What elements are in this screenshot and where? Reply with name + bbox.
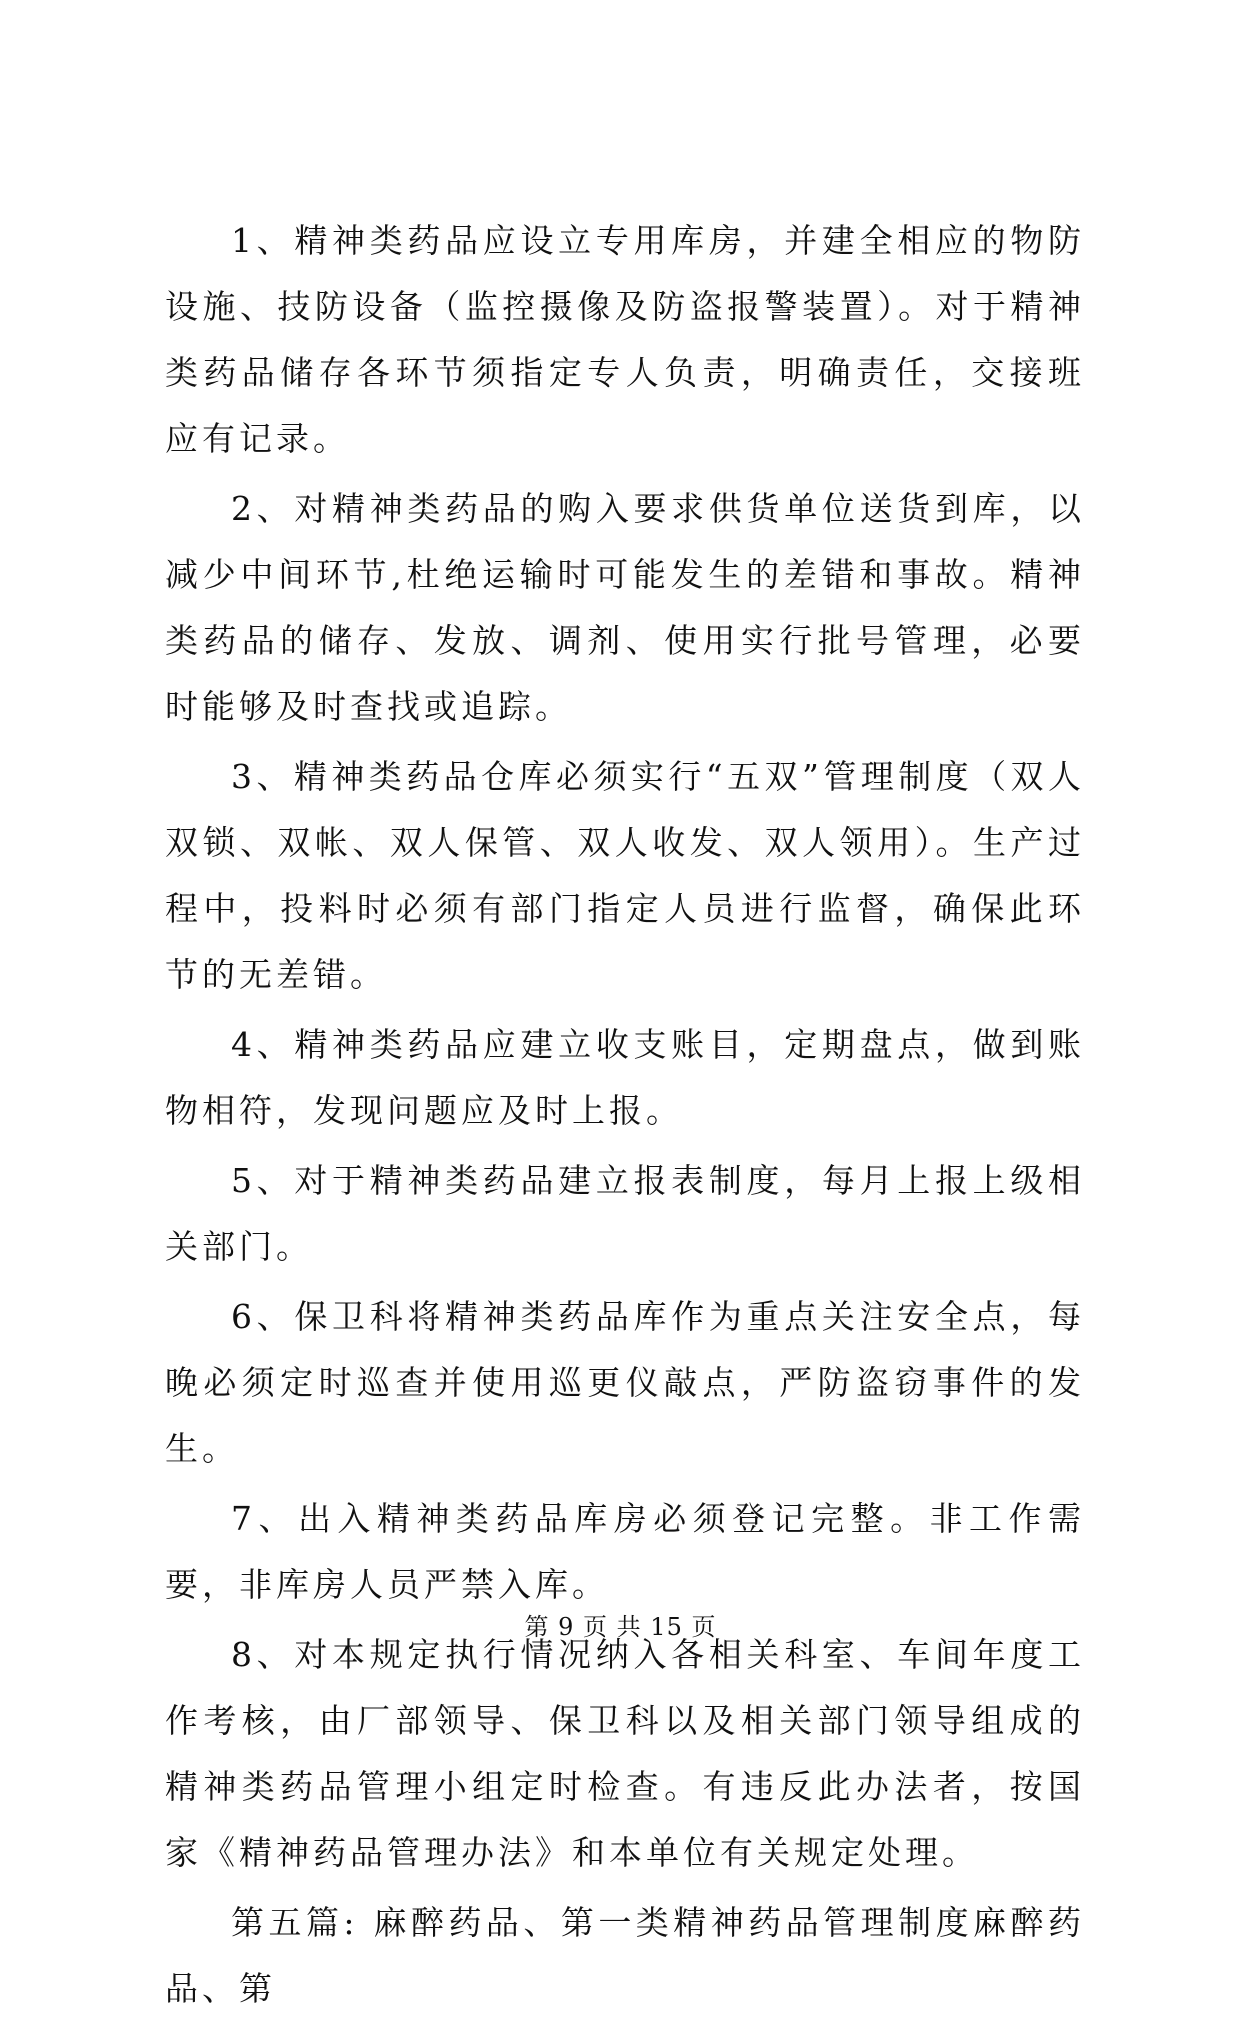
paragraph-3: 3、精神类药品仓库必须实行“五双”管理制度（双人双锁、双帐、双人保管、双人收发、双人领用）。生产过程中，投料时必须有部门指定人员进行监督，确保此环节的无差错。	[165, 757, 1085, 994]
section-heading-5: 第五篇: 麻醉药品、第一类精神药品管理制度麻醉药品、第	[165, 1903, 1085, 2008]
paragraph-2: 2、对精神类药品的购入要求供货单位送货到库，以减少中间环节,杜绝运输时可能发生的差错和事故。精神类药品的储存、发放、调剂、使用实行批号管理，必要时能够及时查找或追踪。	[165, 489, 1085, 726]
paragraph-6: 6、保卫科将精神类药品库作为重点关注安全点，每晚必须定时巡查并使用巡更仪敲点，严防盗窃事件的发生。	[165, 1297, 1085, 1468]
paragraph-7: 7、出入精神类药品库房必须登记完整。非工作需要，非库房人员严禁入库。	[165, 1499, 1085, 1604]
paragraph-4: 4、精神类药品应建立收支账目，定期盘点，做到账物相符，发现问题应及时上报。	[165, 1025, 1085, 1130]
paragraph-1: 1、精神类药品应设立专用库房，并建全相应的物防设施、技防设备（监控摄像及防盗报警装置）。对于精神类药品储存各环节须指定专人负责，明确责任，交接班应有记录。	[165, 221, 1085, 458]
document-body	[165, 208, 1085, 2026]
paragraph-5: 5、对于精神类药品建立报表制度，每月上报上级相关部门。	[165, 1161, 1085, 1266]
paragraph-8: 8、对本规定执行情况纳入各相关科室、车间年度工作考核，由厂部领导、保卫科以及相关部门领导组成的精神类药品管理小组定时检查。有违反此办法者，按国家《精神药品管理办法》和本单位有关规定处理。	[165, 1635, 1085, 1872]
page-footer: 第 9 页 共 15 页	[524, 1613, 717, 1641]
